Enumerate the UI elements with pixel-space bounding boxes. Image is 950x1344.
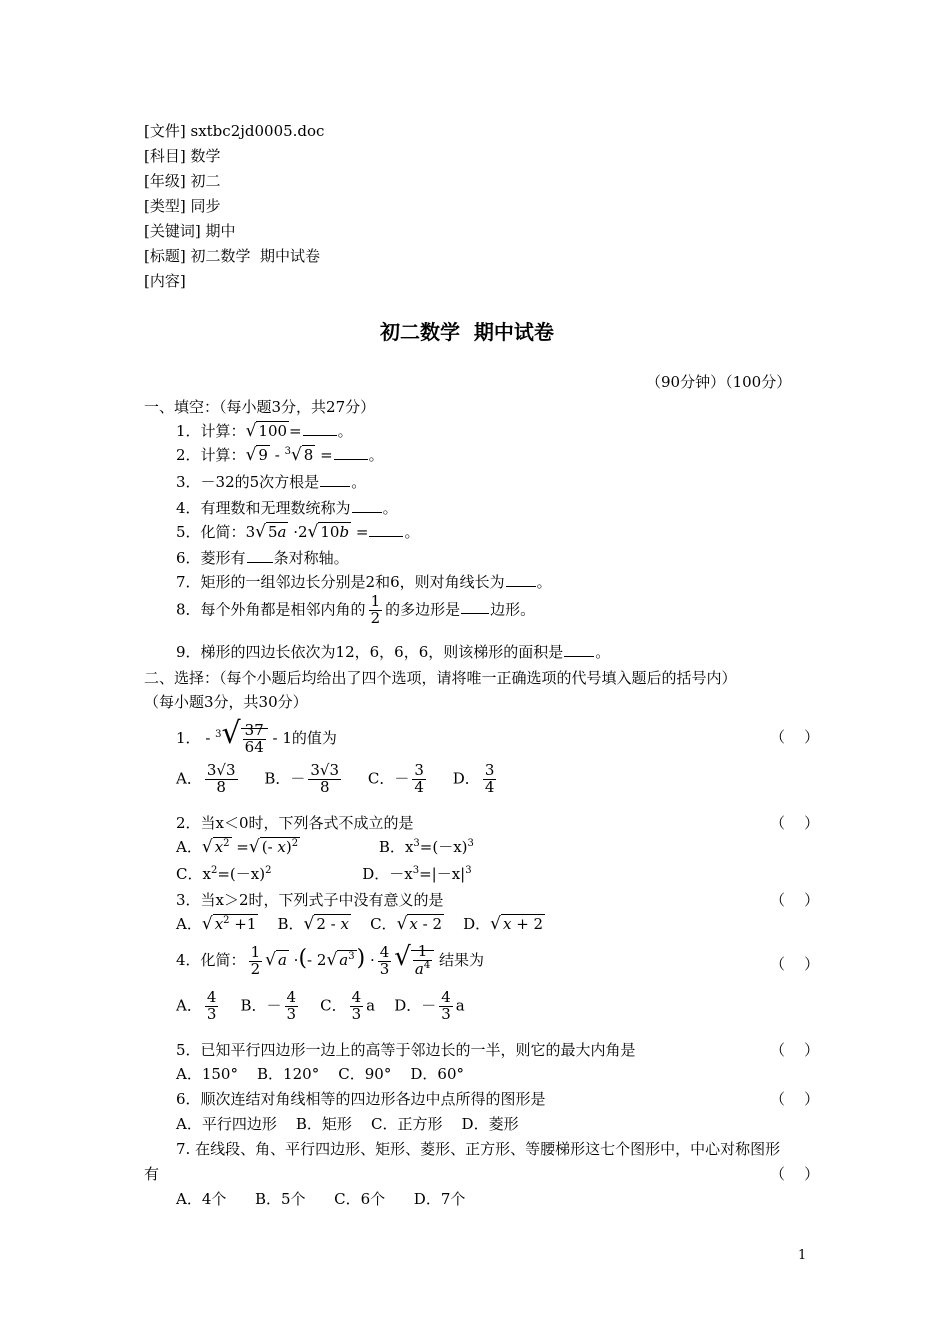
s1-q8: 8．每个外角都是相邻内角的 $\frac{1}{2}$ 的多边形是 边形。 — [176, 592, 536, 627]
s1-q6: 6．菱形有 条对称轴。 — [176, 549, 349, 567]
s2-q5-options: A．150° B．120° C．90° D．60° — [176, 1065, 465, 1083]
s2-q6: 6．顺次连结对角线相等的四边形各边中点所得的图形是 — [176, 1090, 546, 1108]
meta-type: [类型] 同步 — [144, 197, 221, 215]
s2-q6-answer-paren: （ ） — [770, 1090, 820, 1108]
page-title: 初二数学 期中试卷 — [380, 320, 554, 344]
section2-header: 二、选择：（每个小题后均给出了四个选项，请将唯一正确选项的代号填入题后的括号内） — [144, 669, 737, 687]
s2-q2-answer-paren: （ ） — [770, 814, 820, 832]
s1-q1: 1．计算：√ 100 = 。 — [176, 421, 353, 441]
s1-q7: 7．矩形的一组邻边长分别是2和6，则对角线长为 。 — [176, 573, 552, 591]
s2-q5: 5．已知平行四边形一边上的高等于邻边长的一半，则它的最大内角是 — [176, 1041, 636, 1059]
s2-q1-answer-paren: （ ） — [770, 728, 820, 746]
s2-q4-options: A． $\frac{4}{3}$ B．－ $\frac{4}{3}$ C． $\frac{4}{3}$ a D．－ $\frac{4}{3}$ a — [176, 988, 465, 1023]
s2-q3-options: A．√ $x^2 +1$ B．√ 2 - x C．√ x - 2 D．√ x + 2 — [176, 914, 544, 934]
time-score: （90分钟）（100分） — [646, 373, 792, 391]
meta-content: [内容] — [144, 272, 186, 290]
s2-q7-cont: 有 — [144, 1165, 160, 1183]
meta-file: [文件] sxtbc2jd0005.doc — [144, 122, 325, 140]
s2-q7: 7. 在线段、角、平行四边形、矩形、菱形、正方形、等腰梯形这七个图形中，中心对称图形 — [176, 1140, 781, 1158]
s2-q6-options: A．平行四边形 B．矩形 C．正方形 D．菱形 — [176, 1115, 519, 1133]
s2-q4-answer-paren: （ ） — [770, 955, 820, 973]
section2-header2: （每小题3分，共30分） — [144, 693, 308, 711]
meta-subject: [科目] 数学 — [144, 147, 221, 165]
section1-header: 一、填空：（每小题3分，共27分） — [144, 398, 376, 416]
s2-q1: 1． - $^3$√ $\frac{37}{64}$ - 1的值为 — [176, 716, 337, 756]
s1-q4: 4．有理数和无理数统称为 。 — [176, 499, 398, 517]
s1-q5: 5．化简：3√ 5a ·2√ 10b = 。 — [176, 522, 420, 542]
s2-q3-answer-paren: （ ） — [770, 891, 820, 909]
s2-q3: 3．当x＞2时，下列式子中没有意义的是 — [176, 891, 444, 909]
s1-q2: 2．计算：√ 9 - $^3$√ 8 = 。 — [176, 445, 384, 465]
s2-q1-options: A． $\frac{3√3}{8}$ B．－ $\frac{3√3}{8}$ C．－ $\frac{3}{4}$ D． $\frac{3}{4}$ — [176, 761, 495, 796]
meta-keyword: [关键词] 期中 — [144, 222, 236, 240]
meta-heading: [标题] 初二数学 期中试卷 — [144, 247, 321, 265]
page-number: 1 — [798, 1248, 807, 1263]
s2-q2-options-cd: C．$x^2=(-x)^2$ D．$-x^3=|-x|^3$ — [176, 865, 472, 883]
s2-q7-answer-paren: （ ） — [770, 1165, 820, 1183]
s2-q4: 4．化简： $\frac{1}{2}$ √ a ·(- 2√ $a^3$) · $\frac{4}{3}$ √ $\frac{1}{a^4}$ 结果为 — [176, 942, 484, 978]
meta-grade: [年级] 初二 — [144, 172, 221, 190]
s2-q7-options: A．4个 B．5个 C．6个 D．7个 — [176, 1190, 466, 1208]
s2-q2-options-ab: A．√ $x^2$ =√ (- x)$^2$ B．$x^3=(-x)^3$ — [176, 837, 474, 857]
s2-q5-answer-paren: （ ） — [770, 1041, 820, 1059]
s1-q3: 3．－32的5次方根是 。 — [176, 473, 367, 491]
s1-q9: 9．梯形的四边长依次为12，6，6，6，则该梯形的面积是 。 — [176, 643, 611, 661]
s2-q2: 2．当x＜0时，下列各式不成立的是 — [176, 814, 414, 832]
